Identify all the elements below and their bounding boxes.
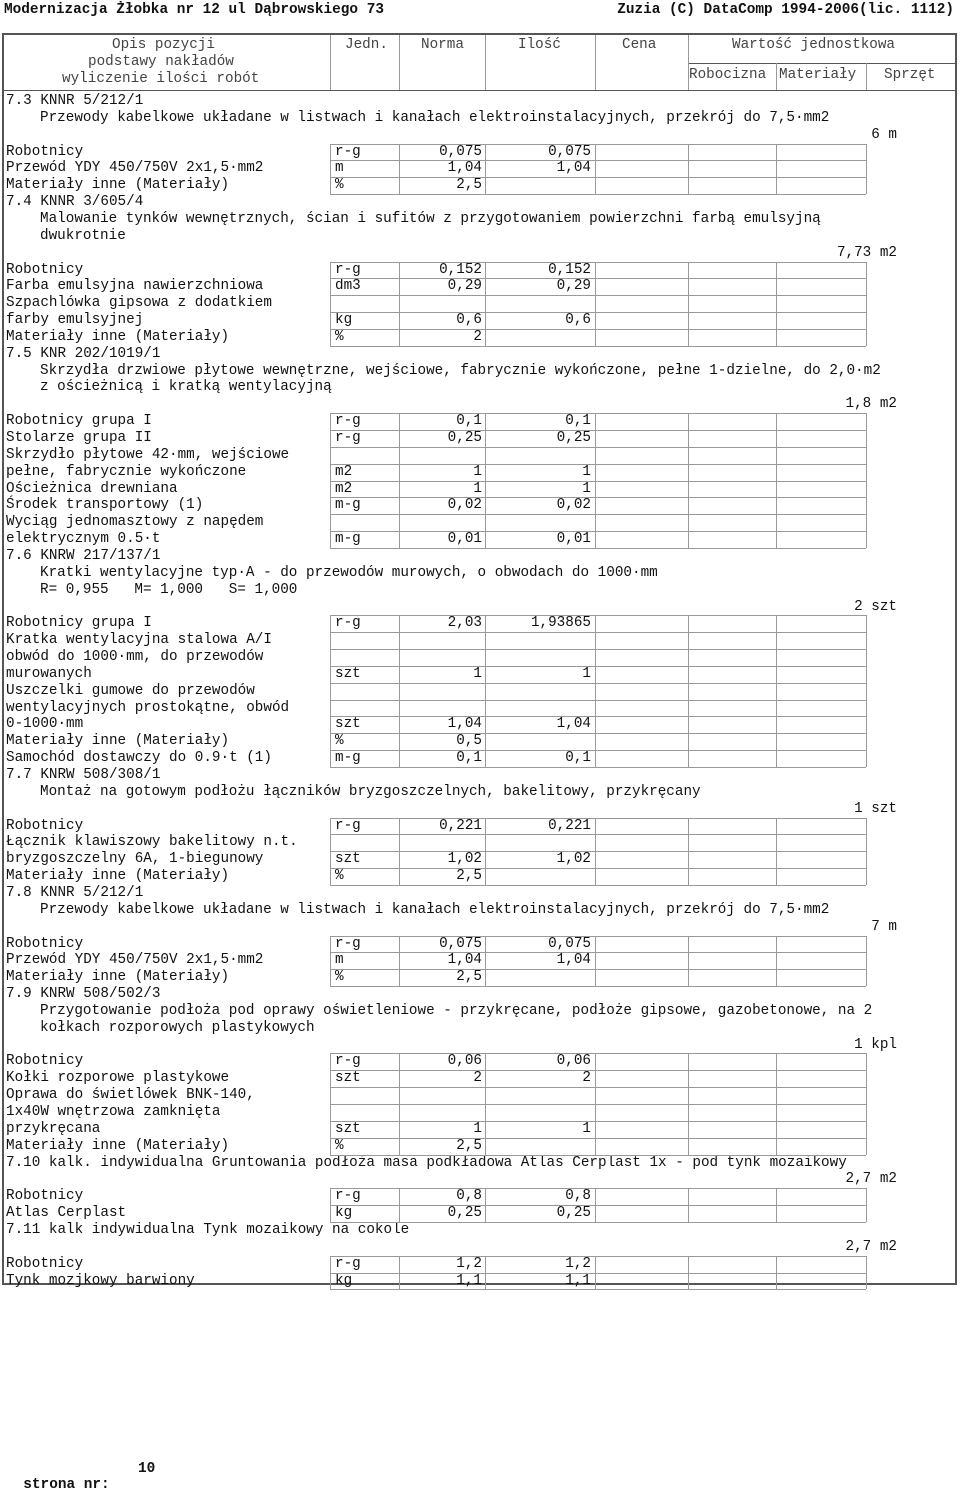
resource-name: 0-1000·mm: [6, 716, 84, 733]
grid-line-h: [330, 1155, 866, 1156]
position-description: R= 0,955 M= 1,000 S= 1,000: [40, 581, 298, 598]
grid-line-h: [330, 683, 866, 684]
resource-unit: m2: [335, 480, 353, 497]
resource-name: pełne, fabrycznie wykończone: [6, 463, 247, 480]
resource-norm: 0,152: [439, 261, 482, 278]
grid-line-h: [330, 986, 866, 987]
grid-line-v: [330, 262, 331, 346]
grid-line-v: [866, 63, 867, 90]
resource-quantity: 0,221: [548, 817, 591, 834]
resource-norm: 2,5: [456, 868, 482, 885]
resource-unit: m: [335, 160, 344, 177]
position-code: 7.3 KNNR 5/212/1: [6, 93, 144, 109]
resource-quantity: 1,2: [565, 1255, 591, 1272]
resource-unit: r-g: [335, 1053, 361, 1070]
resource-name: Materiały inne (Materiały): [6, 177, 230, 194]
page-number: 10: [138, 1461, 156, 1477]
resource-name: Materiały inne (Materiały): [6, 969, 230, 986]
resource-name: obwód do 1000·mm, do przewodów: [6, 649, 264, 666]
grid-line-h: [330, 1188, 866, 1189]
grid-line-h: [330, 481, 866, 482]
resource-name: Robotnicy: [6, 1053, 84, 1070]
resource-name: Robotnicy: [6, 143, 84, 160]
resource-norm: 1,02: [447, 851, 482, 868]
resource-name: Skrzydło płytowe 42·mm, wejściowe: [6, 446, 290, 463]
resource-name: Środek transportowy (1): [6, 497, 204, 514]
position-description: Malowanie tynków wewnętrznych, ścian i sufitów z przygotowaniem powierzchni farbą emulsyjną: [40, 210, 821, 227]
position-description: Przygotowanie podłoża pod oprawy oświetleniowe - przykręcane, podłoże gipsowe, gazobetonowe, na 2: [40, 1002, 873, 1019]
resource-name: Stolarze grupa II: [6, 430, 152, 446]
grid-line-h: [330, 177, 866, 178]
resource-unit: szt: [335, 1120, 361, 1137]
grid-line-h: [330, 716, 866, 717]
grid-line-h: [688, 63, 957, 64]
grid-line-h: [330, 1205, 866, 1206]
header-sprzet: Sprzęt: [884, 67, 936, 83]
resource-norm: 0,6: [456, 312, 482, 329]
grid-line-v: [866, 262, 867, 346]
grid-line-v: [688, 615, 689, 767]
grid-line-v: [866, 144, 867, 195]
resource-name: przykręcana: [6, 1120, 101, 1137]
grid-line-v: [866, 615, 867, 767]
resource-unit: m-g: [335, 497, 361, 514]
header-wartosc: Wartość jednostkowa: [732, 37, 896, 53]
grid-line-h: [330, 700, 866, 701]
resource-quantity: 2: [582, 1070, 591, 1087]
resource-quantity: 1,04: [556, 160, 591, 177]
grid-line-h: [330, 649, 866, 650]
resource-norm: 1,04: [447, 160, 482, 177]
resource-norm: 0,29: [447, 278, 482, 295]
resource-name: Robotnicy: [6, 1255, 84, 1272]
resource-name: Łącznik klawiszowy bakelitowy n.t.: [6, 834, 298, 851]
resource-quantity: 0,06: [556, 1053, 591, 1070]
resource-name: wentylacyjnych prostokątne, obwód: [6, 699, 290, 716]
resource-quantity: 0,1: [565, 413, 591, 430]
resource-unit: r-g: [335, 615, 361, 632]
resource-name: Samochód dostawczy do 0.9·t (1): [6, 750, 272, 767]
position-description: Kratki wentylacyjne typ·A - do przewodów murowych, o obwodach do 1000·mm: [40, 564, 658, 581]
resource-name: bryzgoszczelny 6A, 1-biegunowy: [6, 851, 264, 868]
grid-line-v: [485, 615, 486, 767]
grid-line-v: [866, 1188, 867, 1222]
resource-unit: m-g: [335, 531, 361, 548]
grid-line-h: [330, 936, 866, 937]
grid-line-h: [330, 1256, 866, 1257]
grid-line-h: [330, 346, 866, 347]
position-quantity: 2 szt: [854, 598, 897, 615]
grid-line-v: [866, 413, 867, 548]
grid-line-h: [330, 851, 866, 852]
resource-norm: 0,5: [456, 733, 482, 750]
resource-norm: 0,221: [439, 817, 482, 834]
resource-norm: 2,5: [456, 969, 482, 986]
page-header: [0, 0, 960, 22]
resource-quantity: 1: [582, 665, 591, 682]
resource-unit: r-g: [335, 1255, 361, 1272]
grid-line-v: [330, 35, 331, 90]
resource-name: Robotnicy: [6, 1188, 84, 1205]
resource-name: 1x40W wnętrzowa zamknięta: [6, 1104, 221, 1120]
resource-name: Wyciąg jednomasztowy z napędem: [6, 514, 264, 531]
resource-name: Materiały inne (Materiały): [6, 733, 230, 750]
resource-unit: kg: [335, 1205, 353, 1222]
position-quantity: 2,7 m2: [845, 1171, 897, 1188]
resource-unit: r-g: [335, 817, 361, 834]
resource-quantity: 0,075: [548, 935, 591, 952]
header-opis-line3: wyliczenie ilości robót: [62, 70, 260, 87]
grid-line-h: [330, 514, 866, 515]
position-code: 7.10 kalk. indywidualna Gruntowania podłoża masa podkładowa Atlas Cerplast 1x - pod tynk mozaikowy: [6, 1154, 847, 1171]
position-quantity: 7 m: [871, 918, 897, 935]
resource-unit: m-g: [335, 750, 361, 767]
resource-unit: r-g: [335, 430, 361, 446]
grid-line-h: [330, 1222, 866, 1223]
grid-line-h: [330, 1104, 866, 1105]
resource-name: Farba emulsyjna nawierzchniowa: [6, 278, 264, 295]
resource-name: Materiały inne (Materiały): [6, 868, 230, 885]
position-description: Przewody kabelkowe układane w listwach i kanałach elektroinstalacyjnych, przekrój do 7,5·mm2: [40, 901, 830, 918]
position-description: z ościeżnicą i kratką wentylacyjną: [40, 379, 332, 396]
resource-name: farby emulsyjnej: [6, 312, 144, 329]
grid-line-h: [330, 666, 866, 667]
position-description: Montaż na gotowym podłożu łączników bryzgoszczelnych, bakelitowy, przykręcany: [40, 783, 701, 800]
resource-unit: %: [335, 969, 344, 986]
grid-line-h: [330, 329, 866, 330]
position-code: 7.6 KNRW 217/137/1: [6, 547, 161, 564]
grid-line-h: [330, 497, 866, 498]
grid-line-h: [330, 969, 866, 970]
grid-line-v: [595, 262, 596, 346]
resource-unit: r-g: [335, 261, 361, 278]
resource-name: Przewód YDY 450/750V 2x1,5·mm2: [6, 160, 264, 177]
position-quantity: 7,73 m2: [836, 244, 897, 261]
resource-norm: 1,04: [447, 952, 482, 969]
resource-name: Uszczelki gumowe do przewodów: [6, 682, 255, 699]
grid-line-v: [399, 144, 400, 195]
resource-unit: %: [335, 868, 344, 885]
grid-line-h: [330, 1273, 866, 1274]
grid-line-h: [330, 160, 866, 161]
resource-name: Kratka wentylacyjna stalowa A/I: [6, 632, 272, 649]
resource-unit: %: [335, 328, 344, 345]
page-label: strona nr:: [23, 1477, 110, 1493]
resource-quantity: 0,29: [556, 278, 591, 295]
header-materialy: Materiały: [779, 67, 857, 83]
resource-quantity: 1,02: [556, 851, 591, 868]
position-code: 7.4 KNNR 3/605/4: [6, 194, 144, 211]
position-description: Skrzydła drzwiowe płytowe wewnętrzne, wejściowe, fabrycznie wykończone, pełne 1-dzielne, do 2,0·m2: [40, 362, 881, 379]
grid-line-h: [330, 834, 866, 835]
position-quantity: 1 kpl: [854, 1036, 897, 1053]
grid-line-h: [330, 194, 866, 195]
resource-quantity: 0,075: [548, 143, 591, 160]
resource-name: Ościeżnica drewniana: [6, 480, 178, 497]
position-code: 7.11 kalk indywidualna Tynk mozaikowy na cokole: [6, 1221, 410, 1238]
resource-name: Atlas Cerplast: [6, 1205, 127, 1222]
grid-line-h: [330, 1087, 866, 1088]
grid-line-h: [330, 278, 866, 279]
grid-line-h: [330, 430, 866, 431]
grid-line-h: [330, 632, 866, 633]
grid-line-h: [330, 262, 866, 263]
grid-line-v: [330, 936, 331, 987]
grid-line-v: [776, 63, 777, 90]
resource-norm: 1,04: [447, 716, 482, 733]
resource-norm: 0,075: [439, 143, 482, 160]
resource-quantity: 0,6: [565, 312, 591, 329]
resource-name: Przewód YDY 450/750V 2x1,5·mm2: [6, 952, 264, 969]
resource-name: Robotnicy: [6, 935, 84, 952]
grid-line-h: [330, 615, 866, 616]
resource-unit: szt: [335, 716, 361, 733]
grid-line-v: [399, 615, 400, 767]
resource-norm: 0,25: [447, 1205, 482, 1222]
resource-norm: 2: [473, 1070, 482, 1087]
resource-name: Materiały inne (Materiały): [6, 1137, 230, 1154]
resource-norm: 2,5: [456, 177, 482, 194]
resource-name: Tynk mozjkowy barwiony: [6, 1272, 195, 1289]
resource-name: elektrycznym 0.5·t: [6, 531, 161, 548]
resource-unit: %: [335, 733, 344, 750]
resource-norm: 1: [473, 665, 482, 682]
grid-line-h: [330, 531, 866, 532]
grid-line-v: [688, 35, 689, 90]
grid-line-v: [485, 936, 486, 987]
position-code: 7.8 KNNR 5/212/1: [6, 884, 144, 901]
resource-unit: kg: [335, 1272, 353, 1289]
resource-unit: m2: [335, 463, 353, 480]
grid-line-v: [866, 1053, 867, 1154]
resource-quantity: 1: [582, 463, 591, 480]
resource-quantity: 0,25: [556, 1205, 591, 1222]
grid-line-v: [776, 936, 777, 987]
resource-unit: r-g: [335, 935, 361, 952]
resource-quantity: 0,25: [556, 430, 591, 446]
resource-name: Robotnicy: [6, 261, 84, 278]
position-quantity: 1 szt: [854, 800, 897, 817]
position-code: 7.7 KNRW 508/308/1: [6, 767, 161, 783]
grid-line-v: [688, 936, 689, 987]
resource-norm: 0,02: [447, 497, 482, 514]
resource-unit: r-g: [335, 143, 361, 160]
grid-line-v: [776, 262, 777, 346]
resource-norm: 0,06: [447, 1053, 482, 1070]
resource-norm: 0,25: [447, 430, 482, 446]
grid-line-v: [776, 615, 777, 767]
position-quantity: 6 m: [871, 126, 897, 143]
resource-name: Robotnicy grupa I: [6, 413, 152, 430]
resource-quantity: 0,8: [565, 1188, 591, 1205]
resource-quantity: 1: [582, 480, 591, 497]
resource-unit: kg: [335, 312, 353, 329]
grid-line-v: [399, 35, 400, 90]
resource-norm: 2,03: [447, 615, 482, 632]
grid-line-v: [866, 818, 867, 885]
grid-line-h: [330, 1138, 866, 1139]
grid-line-h: [330, 312, 866, 313]
grid-line-h: [330, 447, 866, 448]
grid-line-h: [330, 885, 866, 886]
grid-line-v: [399, 262, 400, 346]
position-quantity: 1,8 m2: [845, 396, 897, 413]
resource-quantity: 0,01: [556, 531, 591, 548]
grid-line-v: [485, 35, 486, 90]
grid-line-v: [399, 936, 400, 987]
resource-unit: %: [335, 177, 344, 194]
resource-norm: 0,075: [439, 935, 482, 952]
position-code: 7.9 KNRW 508/502/3: [6, 986, 161, 1003]
grid-line-h: [330, 464, 866, 465]
grid-line-h: [330, 1121, 866, 1122]
document-title: Modernizacja Żłobka nr 12 ul Dąbrowskiego 73: [4, 2, 384, 18]
header-robocizna: Robocizna: [689, 67, 767, 83]
resource-unit: r-g: [335, 1188, 361, 1205]
resource-quantity: 0,152: [548, 261, 591, 278]
grid-line-h: [330, 1070, 866, 1071]
resource-quantity: 1,93865: [530, 615, 591, 632]
position-code: 7.5 KNR 202/1019/1: [6, 345, 161, 362]
grid-line-h: [330, 295, 866, 296]
resource-norm: 2,5: [456, 1137, 482, 1154]
position-quantity: 2,7 m2: [845, 1238, 897, 1255]
resource-quantity: 1,04: [556, 716, 591, 733]
grid-line-h: [330, 868, 866, 869]
grid-line-h: [330, 1053, 866, 1054]
resource-name: Oprawa do świetlówek BNK-140,: [6, 1087, 255, 1104]
grid-line-v: [688, 144, 689, 195]
grid-line-v: [485, 144, 486, 195]
resource-quantity: 0,02: [556, 497, 591, 514]
grid-line-v: [330, 144, 331, 195]
resource-unit: %: [335, 1137, 344, 1154]
software-info: Zuzia (C) DataComp 1994-2006(lic. 1112): [617, 2, 954, 18]
resource-name: Kołki rozporowe plastykowe: [6, 1070, 230, 1087]
header-ilosc: Ilość: [518, 37, 561, 53]
grid-line-h: [330, 767, 866, 768]
grid-line-h: [330, 733, 866, 734]
resource-norm: 0,1: [456, 413, 482, 430]
header-opis-line2: podstawy nakładów: [88, 53, 234, 70]
resource-norm: 1: [473, 480, 482, 497]
grid-line-h: [330, 1289, 866, 1290]
resource-name: murowanych: [6, 665, 92, 682]
resource-unit: r-g: [335, 413, 361, 430]
grid-line-h: [330, 548, 866, 549]
grid-line-h: [330, 413, 866, 414]
resource-norm: 1: [473, 463, 482, 480]
resource-unit: dm3: [335, 278, 361, 295]
resource-norm: 0,1: [456, 750, 482, 767]
header-cena: Cena: [622, 37, 657, 53]
position-description: Przewody kabelkowe układane w listwach i kanałach elektroinstalacyjnych, przekrój do 7,5·mm2: [40, 109, 830, 126]
resource-norm: 1,2: [456, 1255, 482, 1272]
grid-line-h: [330, 952, 866, 953]
resource-unit: szt: [335, 665, 361, 682]
grid-line-v: [688, 262, 689, 346]
header-norma: Norma: [421, 37, 464, 53]
resource-norm: 0,8: [456, 1188, 482, 1205]
header-opis-line1: Opis pozycji: [112, 37, 215, 53]
resource-quantity: 0,1: [565, 750, 591, 767]
grid-line-v: [776, 144, 777, 195]
position-description: dwukrotnie: [40, 227, 126, 244]
resource-unit: szt: [335, 851, 361, 868]
resource-name: Materiały inne (Materiały): [6, 328, 230, 345]
resource-name: Robotnicy grupa I: [6, 615, 152, 632]
resource-quantity: 1,04: [556, 952, 591, 969]
grid-line-v: [595, 35, 596, 90]
grid-line-v: [595, 936, 596, 987]
resource-name: Szpachlówka gipsowa z dodatkiem: [6, 295, 272, 312]
resource-name: Robotnicy: [6, 817, 84, 834]
grid-line-h: [2, 90, 957, 91]
resource-norm: 0,01: [447, 531, 482, 548]
grid-line-h: [330, 750, 866, 751]
grid-line-v: [595, 144, 596, 195]
position-description: kołkach rozporowych plastykowych: [40, 1019, 315, 1036]
grid-line-h: [330, 818, 866, 819]
grid-line-v: [866, 1256, 867, 1290]
grid-line-v: [485, 262, 486, 346]
resource-unit: m: [335, 952, 344, 969]
grid-line-v: [866, 936, 867, 987]
grid-line-v: [330, 615, 331, 767]
resource-norm: 2: [473, 328, 482, 345]
resource-unit: szt: [335, 1070, 361, 1087]
resource-norm: 1: [473, 1120, 482, 1137]
grid-line-v: [595, 615, 596, 767]
resource-quantity: 1: [582, 1120, 591, 1137]
resource-norm: 1,1: [456, 1272, 482, 1289]
grid-line-h: [330, 144, 866, 145]
resource-quantity: 1,1: [565, 1272, 591, 1289]
header-jedn: Jedn.: [345, 37, 388, 53]
page-footer: [6, 1461, 156, 1509]
